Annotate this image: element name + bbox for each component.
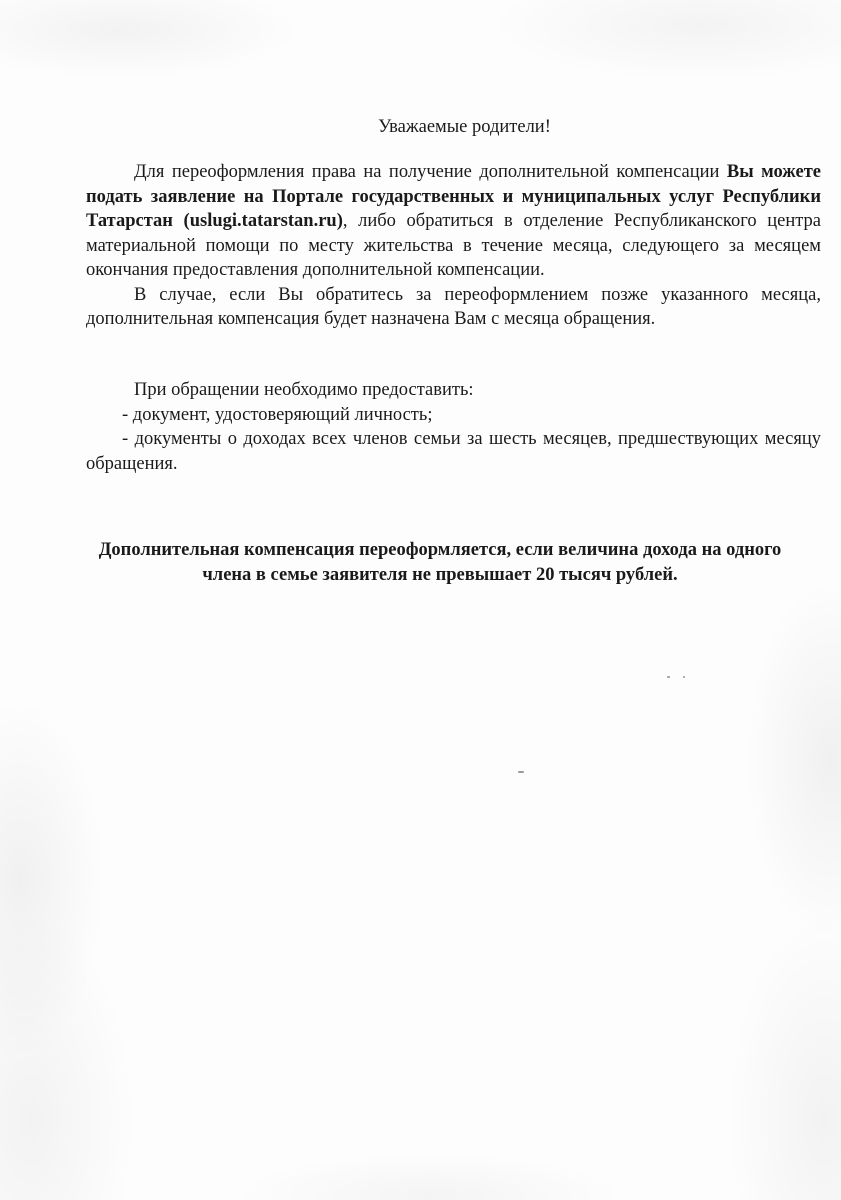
scan-speck (667, 676, 670, 678)
paragraph-submission-lead: Для переоформления права на получение дополнительной компенсации (134, 162, 727, 182)
scan-speck (683, 676, 685, 678)
salutation: Уважаемые родители! (378, 117, 551, 137)
income-notice: Дополнительная компенсация переоформляется, если величина дохода на одного члена в семье заявителя не превышает 20 тысяч рублей. (98, 540, 782, 585)
requirement-item: - документы о доходах всех членов семьи за шесть месяцев, предшествующих месяцу обращения. (86, 429, 821, 474)
requirements-block (86, 378, 821, 476)
main-text (86, 160, 821, 332)
requirements-intro: При обращении необходимо предоставить: (134, 380, 474, 400)
paragraph-submission (86, 160, 821, 283)
paragraph-submission-tail: , либо обратиться в отделение Республиканского центра материальной помощи по месту жительства в течение месяца, следующего за месяцем окончания предоставления дополнительной компенсации. (86, 211, 821, 280)
scan-speck (518, 771, 524, 773)
requirement-item: - документ, удостоверяющий личность; (122, 404, 433, 425)
portal-reference: Вы можете подать заявление на Портале государственных и муниципальных услуг Республики Татарстан (uslugi.tatarstan.ru) (86, 162, 821, 231)
paragraph-late-application: В случае, если Вы обратитесь за переоформлением позже указанного месяца, дополнительная компенсация будет назначена Вам с месяца обращения. (86, 284, 821, 329)
